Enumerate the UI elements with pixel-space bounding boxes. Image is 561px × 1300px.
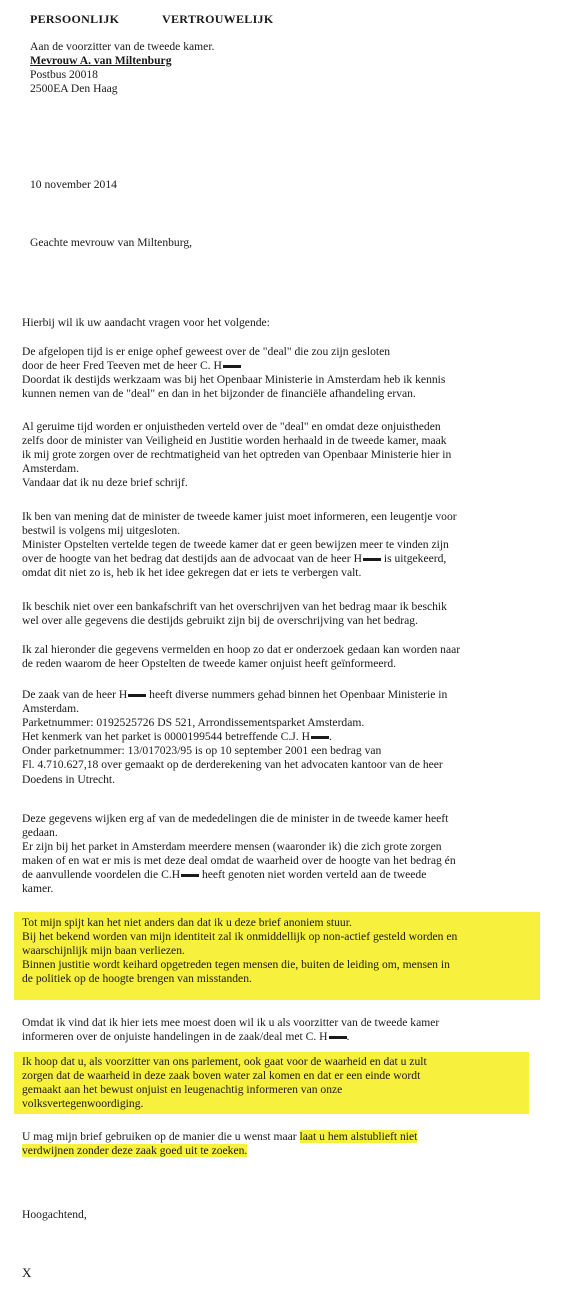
address-postbus: Postbus 20018 bbox=[30, 68, 98, 82]
salutation: Geachte mevrouw van Miltenburg, bbox=[30, 236, 193, 249]
paragraph-inform bbox=[22, 1016, 552, 1044]
text-line: Doordat ik destijds werkzaam was bij het Openbaar Ministerie in Amsterdam heb ik kennis bbox=[22, 373, 446, 387]
text-line: maken of en wat er mis is met deze deal omdat de waarheid over de hoogte van het bedrag én bbox=[22, 854, 456, 868]
redaction-mark bbox=[329, 1036, 347, 1039]
text-line: Er zijn bij het parket in Amsterdam meerdere mensen (waaronder ik) die zich grote zorgen bbox=[22, 840, 442, 854]
text-fragment: over de hoogte van het bedrag dat destijds aan de advocaat van de heer H bbox=[22, 552, 362, 566]
text-line: zelfs door de minister van Veiligheid en Justitie worden herhaald in de tweede kamer, maak bbox=[22, 434, 447, 448]
text-fragment: is uitgekeerd, bbox=[383, 552, 447, 566]
text-line: wel over alle gegevens die destijds gebruikt zijn bij de overschrijving van het bedrag. bbox=[22, 614, 418, 628]
text-line: gemaakt aan het bewust onjuist en leugenachtig informeren van onze bbox=[22, 1083, 343, 1097]
paragraph-concerns bbox=[22, 812, 552, 897]
text-line: Amsterdam. bbox=[22, 702, 79, 716]
text-line: Omdat ik vind dat ik hier iets mee moest doen wil ik u als voorzitter van de tweede kamer bbox=[22, 1016, 440, 1029]
text-line: Al geruime tijd worden er onjuistheden verteld over de "deal" en omdat deze onjuistheden bbox=[22, 420, 441, 433]
text-line: Ik ben van mening dat de minister de tweede kamer juist moet informeren, een leugentje voor bbox=[22, 510, 457, 523]
text-fragment: Het kenmerk van het parket is 0000199544 betreffende C.J. H bbox=[22, 730, 310, 744]
text-fragment: de aanvullende voordelen die C.H bbox=[22, 868, 181, 882]
address-postcode: 2500EA Den Haag bbox=[30, 82, 118, 96]
text-line: Parketnummer: 0192525726 DS 521, Arrondissementsparket Amsterdam. bbox=[22, 716, 365, 730]
paragraph-inaccuracies bbox=[22, 420, 552, 490]
text-line: Hierbij wil ik uw aandacht vragen voor het volgende: bbox=[22, 316, 270, 329]
text-line: Minister Opstelten vertelde tegen de tweede kamer dat er geen bewijzen meer te vinden zijn bbox=[22, 538, 449, 552]
text-line bbox=[22, 868, 552, 882]
text-line: Fl. 4.710.627,18 over gemaakt op de derderekening van het advocaten kantoor van de heer bbox=[22, 758, 443, 772]
text-line: Doedens in Utrecht. bbox=[22, 772, 116, 786]
letter-date: 10 november 2014 bbox=[30, 178, 117, 191]
text-line: Ik hoop dat u, als voorzitter van ons parlement, ook gaat voor de waarheid en dat u zult bbox=[22, 1055, 427, 1068]
paragraph-use-letter bbox=[22, 1130, 552, 1158]
text-fragment: De zaak van de heer H bbox=[22, 688, 128, 701]
text-line: kamer. bbox=[22, 882, 54, 896]
redaction-mark bbox=[181, 874, 199, 877]
paragraph-bank-statement bbox=[22, 600, 552, 628]
header-personal: PERSOONLIJK bbox=[30, 12, 120, 26]
redaction-mark bbox=[128, 694, 146, 697]
paragraph-investigation bbox=[22, 643, 552, 671]
text-fragment: U mag mijn brief gebruiken op de manier die u wenst maar bbox=[22, 1130, 297, 1143]
paragraph-anonymous bbox=[22, 916, 552, 986]
signature: X bbox=[22, 1265, 32, 1280]
text-line: Het kenmerk van het parket is 0000199544 betreffende C.J. H . bbox=[22, 730, 332, 744]
highlighted-text: verdwijnen zonder deze zaak goed uit te zoeken. bbox=[22, 1144, 248, 1158]
text-line: gedaan. bbox=[22, 826, 58, 840]
paragraph-case-numbers bbox=[22, 688, 552, 787]
text-fragment: door de heer Fred Teeven met de heer C. H bbox=[22, 359, 222, 373]
text-line: waarschijnlijk mijn baan verliezen. bbox=[22, 944, 185, 958]
redaction-mark bbox=[223, 365, 241, 368]
redaction-mark bbox=[311, 736, 329, 739]
highlighted-text: laat u hem alstublieft niet bbox=[299, 1130, 418, 1143]
text-line bbox=[22, 1144, 552, 1158]
address-block bbox=[22, 40, 552, 96]
text-line: volksvertegenwoordiging. bbox=[22, 1097, 144, 1111]
text-line: bestwil is volgens mij uitgesloten. bbox=[22, 524, 181, 538]
text-line: de politiek op de hoogte brengen van misstanden. bbox=[22, 972, 252, 986]
text-line: Tot mijn spijt kan het niet anders dan dat ik u deze brief anoniem stuur. bbox=[22, 916, 352, 929]
text-fragment: informeren over de onjuiste handelingen in de zaak/deal met C. H bbox=[22, 1030, 328, 1044]
text-line: omdat dit niet zo is, heb ik het idee gekregen dat er iets te verbergen valt. bbox=[22, 566, 362, 580]
text-line: kunnen nemen van de "deal" en dan in het bijzonder de financiële afhandeling ervan. bbox=[22, 387, 416, 401]
address-recipient: Mevrouw A. van Miltenburg bbox=[30, 54, 172, 68]
address-line-1: Aan de voorzitter van de tweede kamer. bbox=[30, 40, 215, 53]
header-confidential: VERTROUWELIJK bbox=[162, 12, 274, 26]
text-line: Ik zal hieronder die gegevens vermelden en hoop zo dat er onderzoek gedaan kan worden naar bbox=[22, 643, 461, 656]
text-line: zorgen dat de waarheid in deze zaak boven water zal komen en dat er een einde wordt bbox=[22, 1069, 421, 1083]
text-line: Ik beschik niet over een bankafschrift van het overschrijven van het bedrag maar ik beschik bbox=[22, 600, 447, 613]
text-fragment: heeft genoten niet worden verteld aan de tweede bbox=[201, 868, 427, 882]
paragraph-intro bbox=[22, 316, 552, 330]
text-line: informeren over de onjuiste handelingen in de zaak/deal met C. H . bbox=[22, 1030, 350, 1044]
text-line: Amsterdam. bbox=[22, 462, 79, 476]
text-line: Onder parketnummer: 13/017023/95 is op 10 september 2001 een bedrag van bbox=[22, 744, 382, 758]
text-line bbox=[22, 688, 552, 702]
text-line bbox=[22, 552, 552, 566]
text-line bbox=[22, 1130, 552, 1144]
paragraph-opinion bbox=[22, 510, 552, 580]
text-fragment: heeft diverse nummers gehad binnen het Openbaar Ministerie in bbox=[149, 688, 448, 701]
text-line: Bij het bekend worden van mijn identiteit zal ik onmiddellijk op non-actief gesteld worden en bbox=[22, 930, 458, 944]
text-line: de reden waarom de heer Opstelten de tweede kamer onjuist heeft geïnformeerd. bbox=[22, 657, 397, 671]
redaction-mark bbox=[363, 558, 381, 561]
text-line: Vandaar dat ik nu deze brief schrijf. bbox=[22, 476, 188, 490]
text-line bbox=[22, 359, 552, 373]
text-line: ik mij grote zorgen over de rechtmatigheid van het optreden van Openbaar Ministerie hier in bbox=[22, 448, 452, 462]
closing: Hoogachtend, bbox=[22, 1208, 87, 1221]
text-line: Deze gegevens wijken erg af van de mededelingen die de minister in de tweede kamer heeft bbox=[22, 812, 449, 825]
paragraph-hope bbox=[22, 1055, 552, 1111]
text-line: De afgelopen tijd is er enige ophef geweest over de "deal" die zou zijn gesloten bbox=[22, 345, 391, 358]
text-line: Binnen justitie wordt keihard opgetreden tegen mensen die, buiten de leiding om, mensen in bbox=[22, 958, 450, 972]
paragraph-deal bbox=[22, 345, 552, 401]
